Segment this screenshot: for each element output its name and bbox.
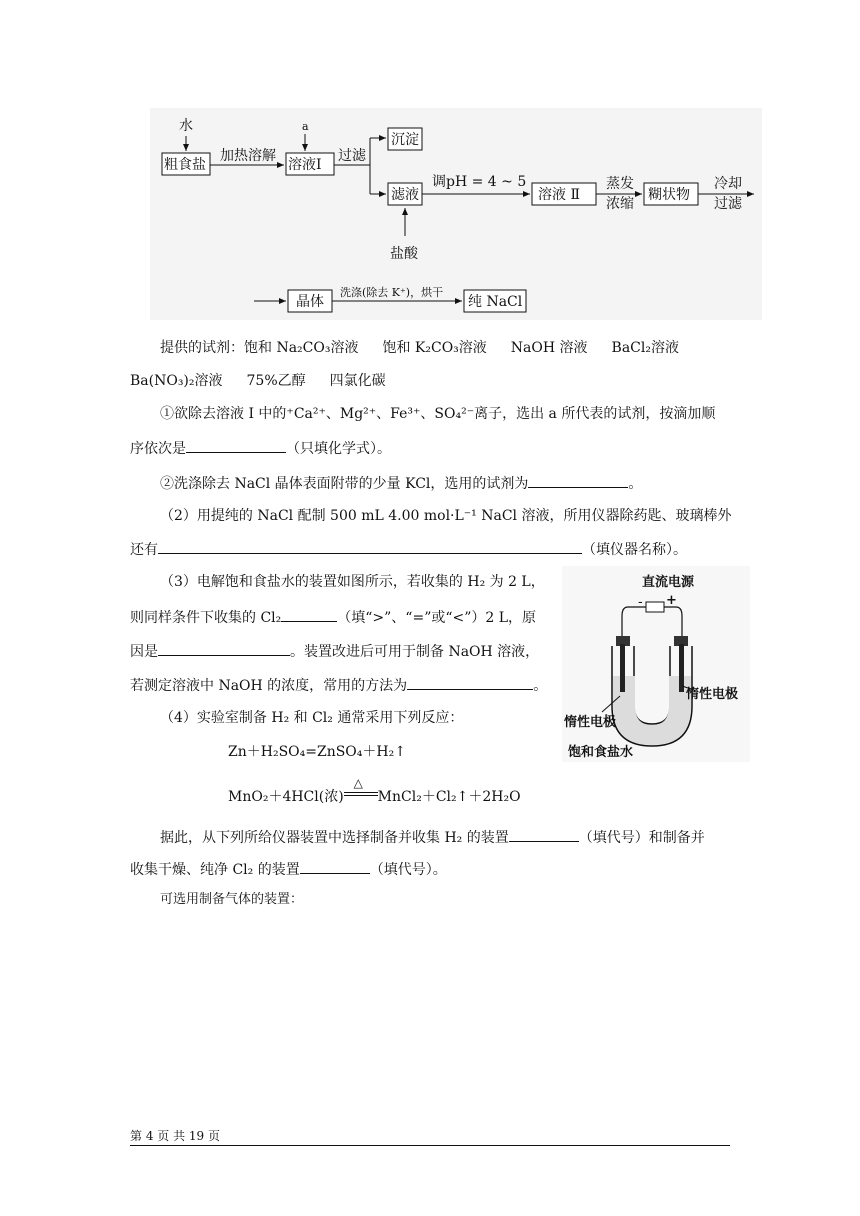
part4-line2 (130, 858, 447, 880)
part4-l1-suffix: （填代号）和制备并 (578, 830, 705, 846)
footer-divider (130, 1145, 730, 1146)
reagents-line2 (130, 371, 386, 391)
flow-hcl: 盐酸 (390, 246, 418, 262)
flow-heat-dissolve: 加热溶解 (220, 148, 276, 164)
flow-evaporate-2: 浓缩 (606, 196, 634, 212)
page-number: 第 4 页 共 19 页 (130, 1129, 220, 1143)
flow-pure-nacl: 纯 NaCl (468, 294, 523, 310)
heat-symbol: △ (353, 776, 363, 790)
part4-line1 (160, 826, 705, 848)
part2-answer-blank[interactable] (158, 538, 582, 554)
flow-paste: 糊状物 (648, 187, 690, 203)
q2-prefix: ②洗涤除去 NaCl 晶体表面附带的少量 KCl，选用的试剂为 (160, 476, 529, 492)
part2-suffix: （填仪器名称）。 (582, 542, 687, 558)
part4-intro: （4）实验室制备 H₂ 和 Cl₂ 通常采用下列反应： (160, 710, 464, 726)
flow-solution2: 溶液 Ⅱ (538, 187, 580, 203)
reagent-3: NaOH 溶液 (510, 340, 588, 356)
part3-compare-blank[interactable] (281, 606, 337, 622)
part3-l4-suffix: 。 (533, 678, 548, 694)
equation-zinc: Zn＋H₂SO₄=ZnSO₄＋H₂↑ (228, 744, 406, 760)
part3-line2 (130, 606, 536, 628)
flow-wash: 洗涤(除去 K⁺)，烘干 (340, 286, 444, 299)
part2-line1: （2）用提纯的 NaCl 配制 500 mL 4.00 mol·L⁻¹ NaCl 溶液，所用仪器除药匙、玻璃棒外 (160, 508, 732, 524)
reagent-1: 饱和 Na₂CO₃溶液 (244, 340, 359, 356)
electrolysis-apparatus-figure (562, 566, 750, 762)
part4-h2-blank[interactable] (509, 826, 579, 842)
electrode-right-label: 惰性电极 (686, 687, 739, 702)
flow-solution1: 溶液Ⅰ (288, 157, 322, 173)
flow-adjust-ph: 调pH = 4 ~ 5 (432, 174, 527, 190)
part3-line3 (130, 640, 539, 662)
part4-cl2-blank[interactable] (300, 858, 370, 874)
part2-line2 (130, 538, 687, 560)
power-minus-sign: - (638, 595, 643, 610)
flow-filter: 过滤 (338, 148, 366, 164)
equation-mno2-left: MnO₂＋4HCl(浓) (228, 789, 344, 805)
power-plus-sign: + (666, 593, 677, 608)
flow-crude-salt: 粗食盐 (164, 157, 206, 173)
reagent-5: Ba(NO₃)₂溶液 (130, 373, 223, 389)
brine-label: 饱和食盐水 (568, 745, 634, 760)
flow-water: 水 (179, 118, 193, 134)
equation-mno2-right: MnCl₂＋Cl₂↑＋2H₂O (377, 789, 521, 805)
flow-cool-2: 过滤 (714, 196, 742, 212)
electrode-left-label: 惰性电极 (564, 715, 617, 730)
reagent-4: BaCl₂溶液 (611, 340, 679, 356)
q1-line2 (130, 437, 391, 459)
q2-suffix: 。 (628, 476, 643, 492)
equation-mno2 (228, 776, 521, 807)
part3-l2-suffix: （填“>”、“=”或“<”）2 L，原 (337, 610, 537, 626)
part3-l3-suffix: 。装置改进后可用于制备 NaOH 溶液， (290, 644, 540, 660)
q1-suffix: （只填化学式）。 (286, 441, 391, 457)
reagents-line1 (160, 338, 679, 358)
part3-line1: （3）电解饱和食盐水的装置如图所示，若收集的 H₂ 为 2 L， (160, 574, 545, 590)
process-flowchart (150, 108, 762, 320)
reagent-7: 四氯化碳 (329, 373, 386, 389)
power-supply-label: 直流电源 (642, 575, 695, 590)
part3-line4 (130, 674, 547, 696)
part3-reason-blank[interactable] (158, 640, 290, 656)
flow-filtrate: 滤液 (391, 187, 419, 203)
flow-precipitate: 沉淀 (391, 132, 419, 148)
part3-l3-prefix: 因是 (130, 644, 158, 660)
part3-l2-prefix: 则同样条件下收集的 Cl₂ (130, 610, 282, 626)
heat-arrow (344, 776, 378, 801)
part3-l4-prefix: 若测定溶液中 NaOH 的浓度，常用的方法为 (130, 678, 408, 694)
flow-reagent-a: a (302, 120, 309, 133)
part4-l2-suffix: （填代号）。 (369, 862, 447, 878)
q1-line1: ①欲除去溶液 I 中的⁺Ca²⁺、Mg²⁺、Fe³⁺、SO₄²⁻离子，选出 a 所代表的试剂，按滴加顺 (160, 406, 716, 422)
q2-line (160, 472, 642, 494)
power-supply-icon (646, 602, 664, 612)
reagents-label: 提供的试剂： (160, 340, 244, 356)
flow-evaporate-1: 蒸发 (606, 176, 634, 192)
part2-prefix: 还有 (130, 542, 158, 558)
reagent-2: 饱和 K₂CO₃溶液 (382, 340, 487, 356)
part3-method-blank[interactable] (407, 674, 533, 690)
part4-l1-prefix: 据此，从下列所给仪器装置中选择制备并收集 H₂ 的装置 (160, 830, 509, 846)
flow-cool-1: 冷却 (714, 176, 742, 192)
part4-l2-prefix: 收集干燥、纯净 Cl₂ 的装置 (130, 862, 300, 878)
q2-answer-blank[interactable] (528, 472, 628, 488)
flow-crystal: 晶体 (296, 294, 324, 310)
q1-answer-blank[interactable] (186, 437, 286, 453)
q1-prefix: 序依次是 (130, 441, 186, 457)
part4-options-label: 可选用制备气体的装置： (160, 892, 304, 907)
reagent-6: 75%乙醇 (246, 373, 306, 389)
